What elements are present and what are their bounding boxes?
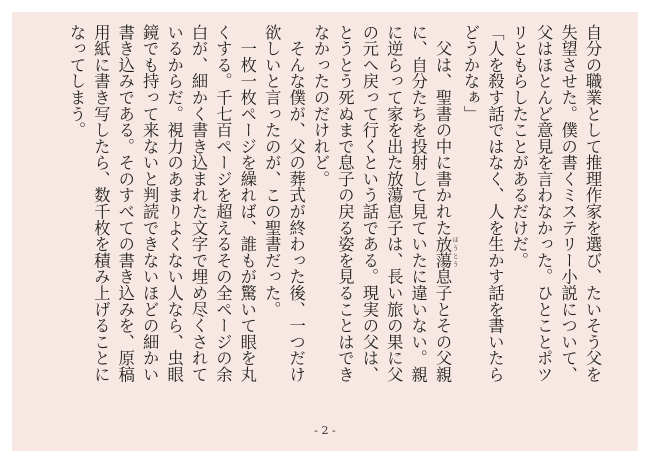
text-line: いるからだ。視力のあまりよくない人なら、虫眼 bbox=[164, 24, 184, 383]
text-line: そんな僕が、父の葬式が終わった後、一つだけ bbox=[286, 24, 306, 383]
text-line: くする。千七百ページを超えるその全ページの余 bbox=[213, 24, 233, 383]
paragraph-2 bbox=[458, 24, 507, 416]
text-line: 鏡でも持って来ないと判読できないほどの細かい bbox=[140, 24, 160, 383]
text-line-segment: 息子とその父親 bbox=[433, 268, 453, 383]
text-line: 一枚一枚ページを繰れば、誰もが驚いて眼を丸 bbox=[237, 24, 257, 383]
page-number: - 2 - bbox=[314, 424, 336, 437]
ruby-word bbox=[433, 235, 459, 269]
text-line: 「人を殺す話ではなく、人を生かす話を書いたら bbox=[485, 24, 505, 383]
text-line-segment: 父は、聖書の中に書かれた bbox=[433, 24, 453, 236]
text-line: なってしまう。 bbox=[66, 24, 86, 139]
text-line: 自分の職業として推理作家を選び、たいそう父を bbox=[583, 24, 602, 383]
ruby-base: 放蕩 bbox=[433, 235, 453, 269]
text-line: 用紙に書き写したら、数千枚を積み上げることに bbox=[91, 24, 111, 383]
text-line: に、自分たちを投射して見ていたに違いない。親 bbox=[408, 24, 428, 383]
text-line: リともらしたことがあるだけだ。 bbox=[509, 24, 529, 269]
paragraph-5 bbox=[64, 24, 259, 416]
paragraph-3 bbox=[308, 24, 458, 416]
vertical-text-body bbox=[64, 24, 604, 416]
paragraph-4 bbox=[259, 24, 308, 416]
ruby-reading: ほうとう bbox=[451, 235, 459, 269]
page-sheet bbox=[12, 12, 638, 451]
paragraph-1 bbox=[506, 24, 604, 416]
text-line: 白が、細かく書き込まれた文字で埋め尽くされて bbox=[189, 24, 208, 383]
text-line: の元へ戻って行くという話である。現実の父は、 bbox=[359, 24, 379, 383]
text-line: 失望させた。僕の書くミステリー小説について、 bbox=[558, 24, 578, 383]
text-line: 欲しいと言ったのが、この聖書だった。 bbox=[262, 24, 282, 318]
text-line: とうとう死ぬまで息子の戻る姿を見ることはでき bbox=[335, 24, 355, 383]
text-line: なかったのだけれど。 bbox=[311, 24, 331, 187]
text-line: 父はほとんど意見を言わなかった。ひとことポツ bbox=[534, 24, 554, 383]
text-line: どうかなぁ」 bbox=[460, 24, 480, 122]
text-line: 書き込みである。そのすべての書き込みを、原稿 bbox=[115, 24, 135, 383]
text-line: に逆らって家を出た放蕩息子は、長い旅の果に父 bbox=[384, 24, 404, 383]
